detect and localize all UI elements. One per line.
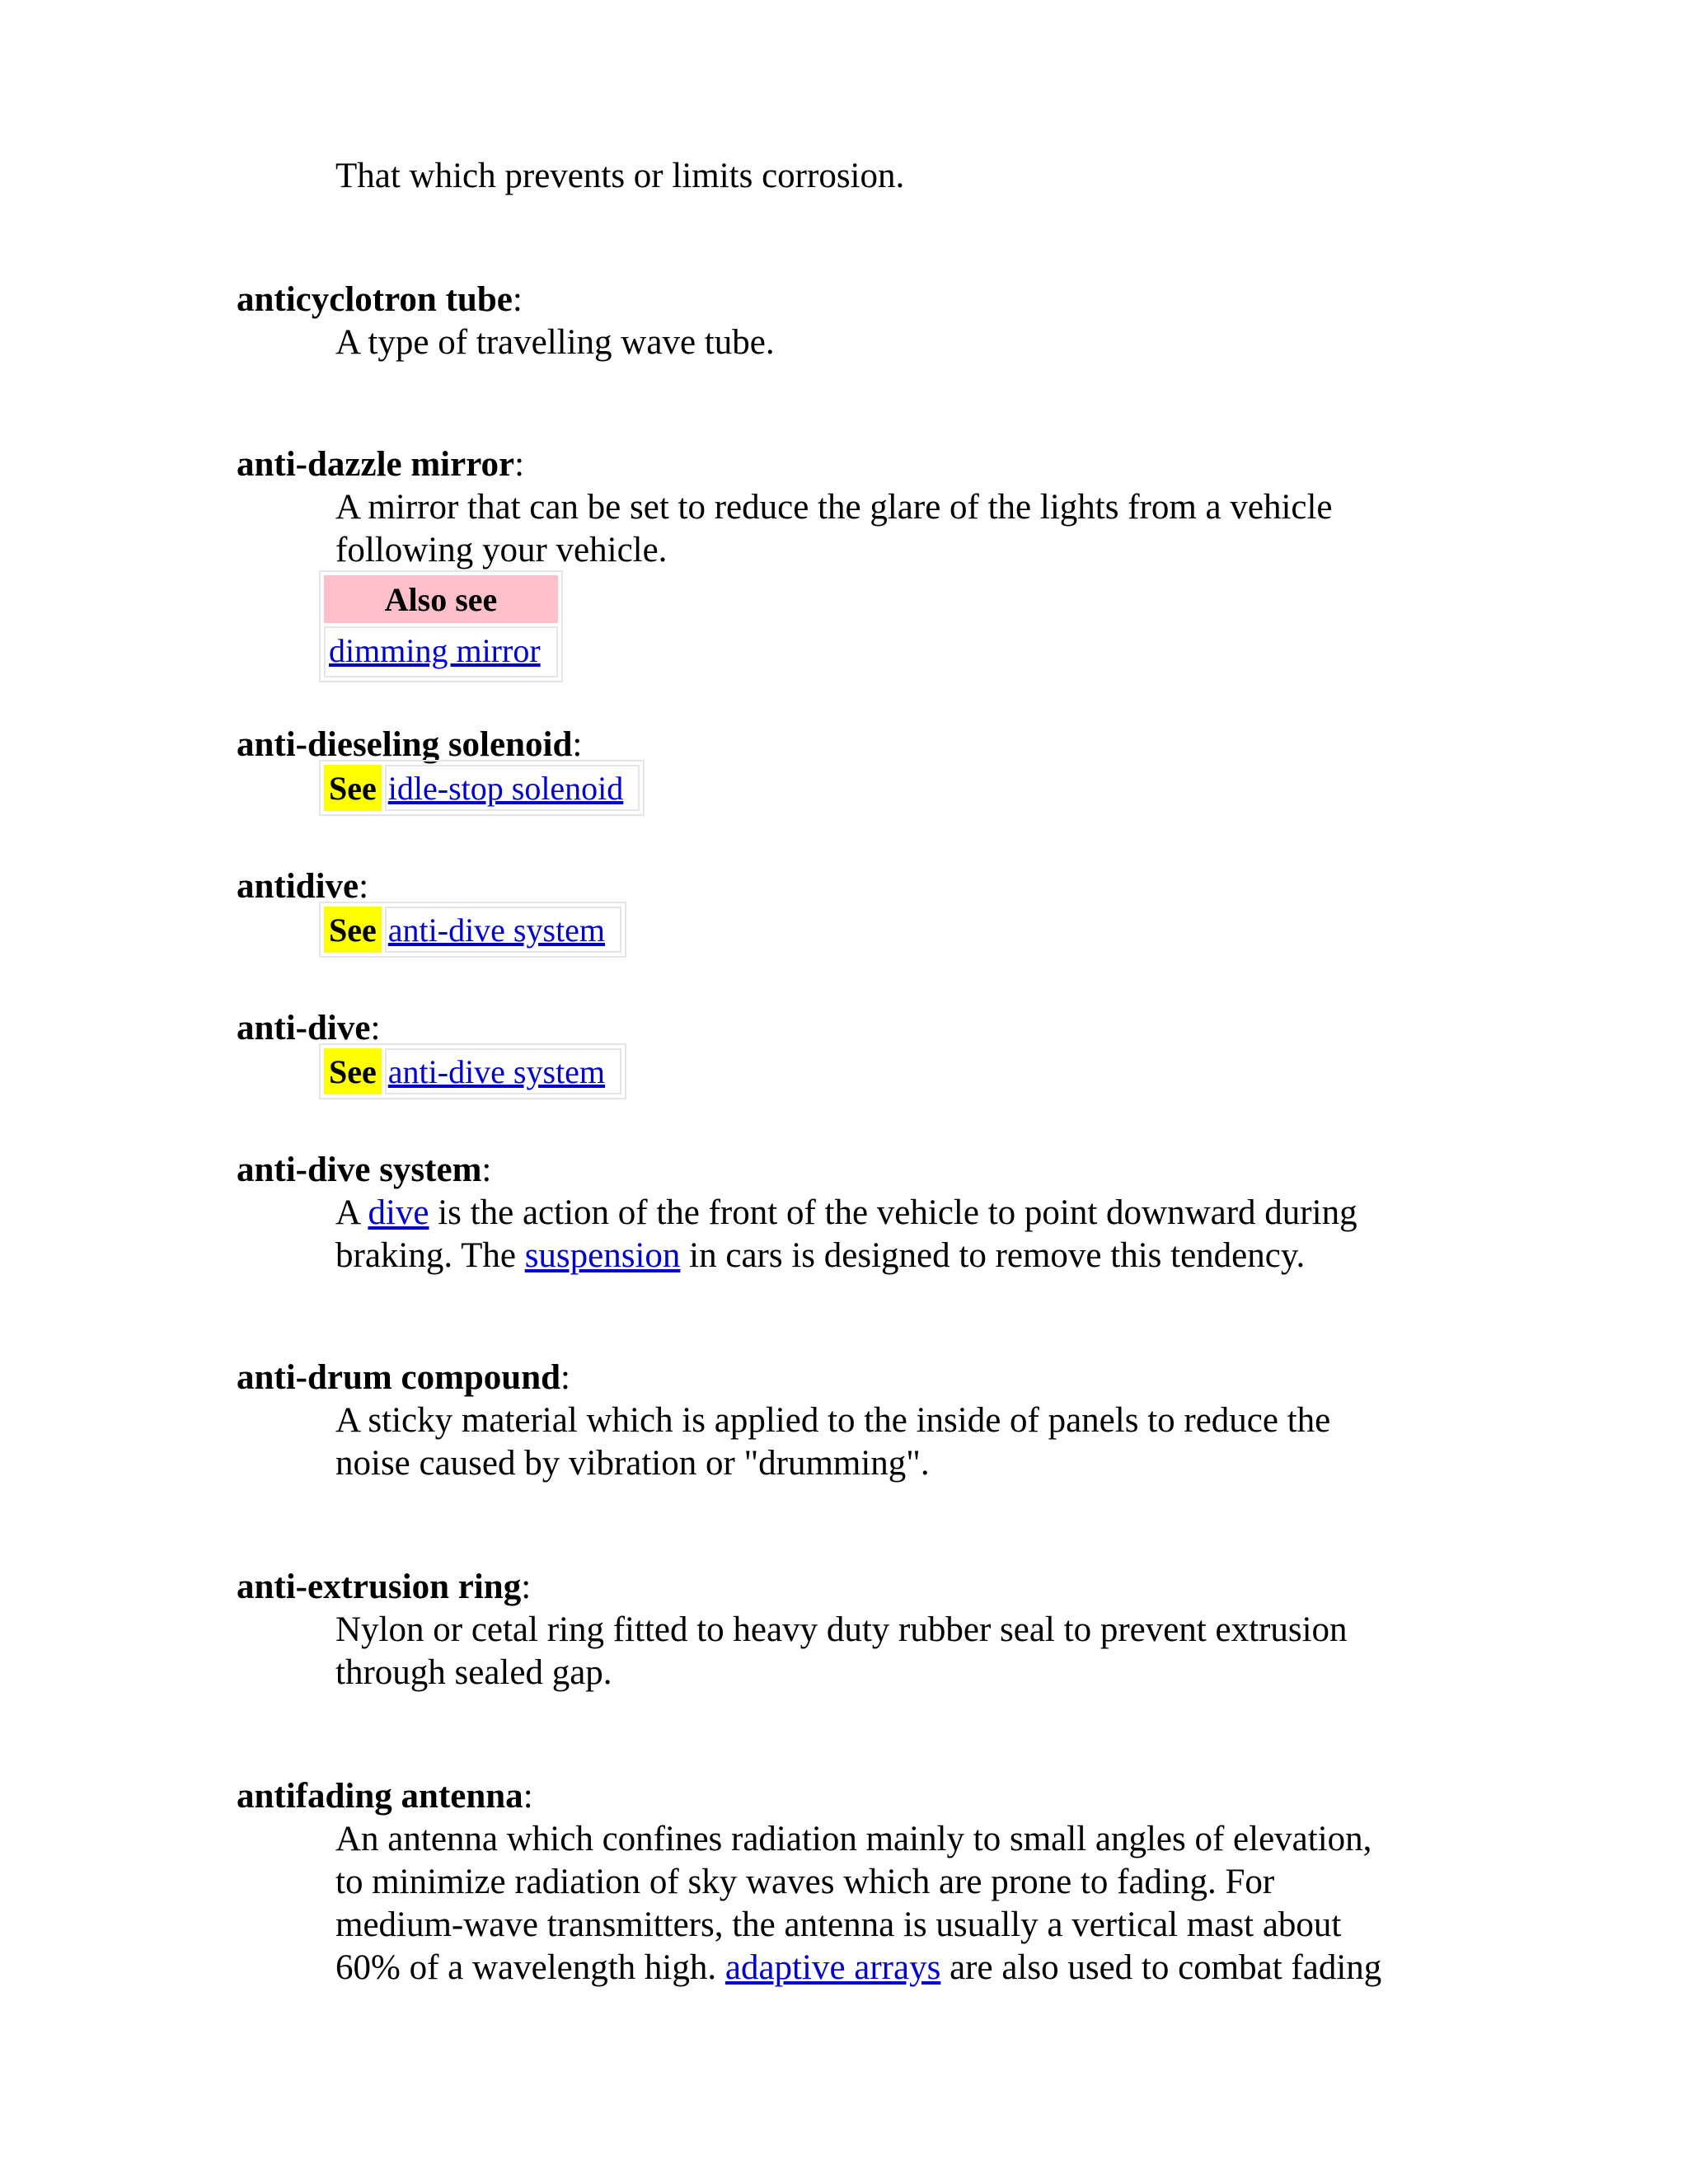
definition-anti-dive-system-line2 xyxy=(335,1235,1305,1277)
term-anti-drum-compound xyxy=(237,1357,570,1399)
see-box xyxy=(319,902,626,958)
definition-anticyclotron-tube: A type of travelling wave tube. xyxy=(335,323,775,362)
definition-anti-dive-system-line1 xyxy=(335,1192,1357,1235)
term-label: anti-dazzle mirror xyxy=(237,445,515,484)
definition-anti-extrusion-ring-line2: through sealed gap. xyxy=(335,1653,612,1692)
term-colon: : xyxy=(481,1151,492,1189)
text: in cars is designed to remove this tendency. xyxy=(680,1236,1306,1275)
link-dive[interactable]: dive xyxy=(368,1193,429,1232)
term-label: anti-extrusion ring xyxy=(237,1568,522,1606)
text: are also used to combat fading xyxy=(940,1948,1382,1987)
term-label: anti-dive system xyxy=(237,1151,482,1189)
see-label: See xyxy=(324,765,382,811)
link-idle-stop-solenoid[interactable]: idle-stop solenoid xyxy=(387,769,624,807)
see-cell xyxy=(385,765,640,811)
term-label: anti-drum compound xyxy=(237,1358,561,1397)
term-antifading-antenna xyxy=(237,1775,533,1818)
also-see-box xyxy=(319,570,563,682)
definition-anti-drum-compound-line1: A sticky material which is applied to the inside of panels to reduce the xyxy=(335,1401,1331,1440)
definition-anti-extrusion-ring-line1: Nylon or cetal ring fitted to heavy duty rubber seal to prevent extrusion xyxy=(335,1610,1348,1649)
see-cell xyxy=(385,1048,621,1094)
term-anti-extrusion-ring xyxy=(237,1566,531,1609)
see-label: See xyxy=(324,907,382,953)
term-label: antidive xyxy=(237,867,359,906)
definition-antifading-antenna-line2: to minimize radiation of sky waves which are prone to fading. For xyxy=(335,1863,1275,1901)
link-anti-dive-system[interactable]: anti-dive system xyxy=(387,1052,606,1090)
term-colon: : xyxy=(572,725,583,764)
definition-antifading-antenna-line4 xyxy=(335,1947,1381,1990)
term-anti-dive-system xyxy=(237,1149,491,1192)
see-box xyxy=(319,1043,626,1099)
term-anti-dazzle-mirror xyxy=(237,443,524,486)
link-anti-dive-system[interactable]: anti-dive system xyxy=(387,911,606,949)
see-label: See xyxy=(324,1048,382,1094)
also-see-header: Also see xyxy=(324,575,558,623)
term-colon: : xyxy=(523,1777,533,1816)
link-adaptive-arrays[interactable]: adaptive arrays xyxy=(724,1948,941,1987)
also-see-cell xyxy=(324,626,558,677)
term-anticyclotron-tube xyxy=(237,279,523,321)
link-suspension[interactable]: suspension xyxy=(524,1236,681,1275)
term-label: anti-dive xyxy=(237,1009,371,1047)
definition-anti-drum-compound-line2: noise caused by vibration or "drumming". xyxy=(335,1444,930,1483)
text: braking. The xyxy=(335,1236,525,1275)
text: A xyxy=(335,1193,368,1232)
term-label: antifading antenna xyxy=(237,1777,523,1816)
term-label: anticyclotron tube xyxy=(237,280,513,319)
term-label: anti-dieseling solenoid xyxy=(237,725,573,764)
see-cell xyxy=(385,907,621,953)
term-colon: : xyxy=(521,1568,532,1606)
definition-anti-dazzle-mirror-line2: following your vehicle. xyxy=(335,531,668,569)
definition-anti-dazzle-mirror-line1: A mirror that can be set to reduce the glare of the lights from a vehicle xyxy=(335,488,1333,527)
see-box xyxy=(319,760,645,816)
definition-corrosion-inhibitor: That which prevents or limits corrosion. xyxy=(335,157,905,195)
term-colon: : xyxy=(514,445,525,484)
text: 60% of a wavelength high. xyxy=(335,1948,725,1987)
definition-antifading-antenna-line1: An antenna which confines radiation mainly to small angles of elevation, xyxy=(335,1820,1372,1858)
term-colon: : xyxy=(560,1358,570,1397)
link-dimming-mirror[interactable]: dimming mirror xyxy=(329,631,541,669)
term-colon: : xyxy=(370,1009,381,1047)
definition-antifading-antenna-line3: medium-wave transmitters, the antenna is usually a vertical mast about xyxy=(335,1905,1342,1944)
text: is the action of the front of the vehicle to point downward during xyxy=(429,1193,1357,1232)
term-colon: : xyxy=(512,280,523,319)
term-colon: : xyxy=(359,867,369,906)
